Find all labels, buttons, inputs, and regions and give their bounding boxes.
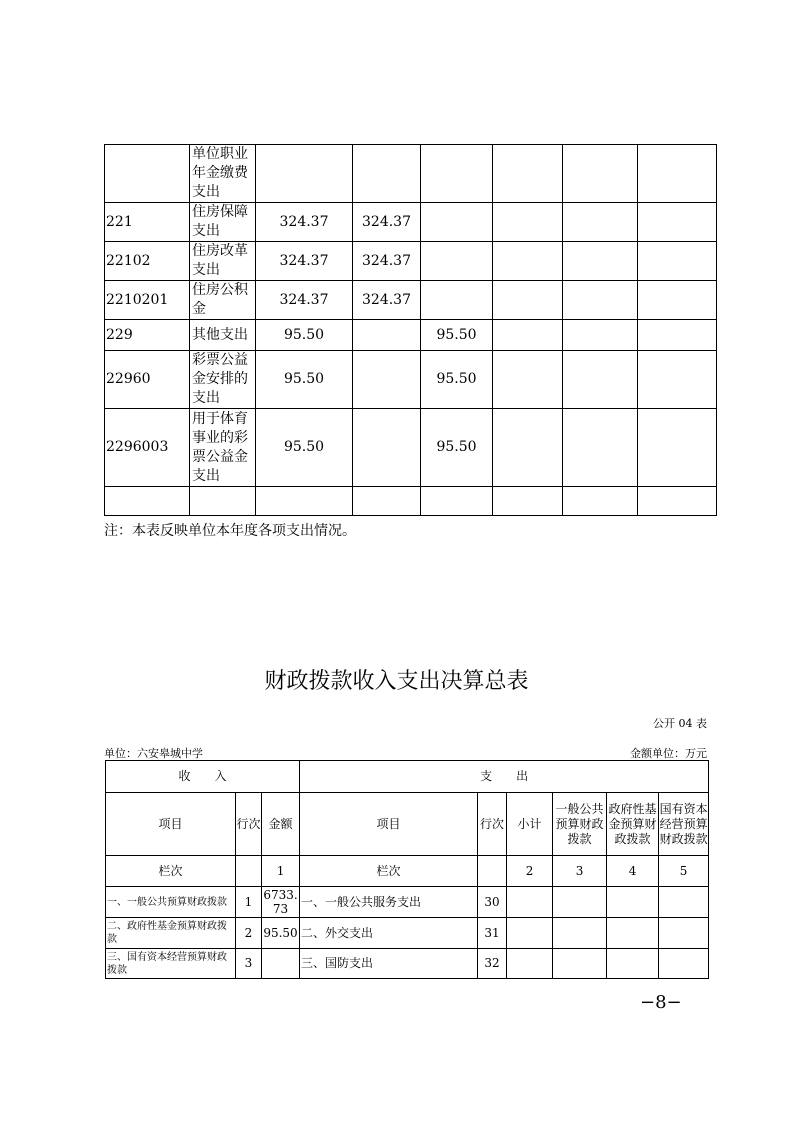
row-project: [421, 487, 493, 516]
income-row: 3: [236, 949, 262, 979]
row-name: 其他支出: [190, 320, 256, 351]
money-unit-label: 金额单位：万元: [630, 747, 707, 760]
table-row: [106, 918, 709, 949]
col-fund: 政府性基金预算财政拨款: [607, 793, 659, 856]
row-project: [421, 203, 493, 242]
table-row: [105, 145, 717, 203]
row-code: 229: [105, 320, 190, 351]
header-row: [106, 761, 709, 793]
row-code: [105, 145, 190, 203]
lanci-label2: 栏次: [300, 856, 478, 887]
col-item: 项目: [106, 793, 236, 856]
row-basic: [353, 320, 421, 351]
lanci-label: 栏次: [106, 856, 236, 887]
row-code: 221: [105, 203, 190, 242]
row-name: [190, 487, 256, 516]
row-project: 95.50: [421, 320, 493, 351]
table-row: [105, 351, 717, 409]
row-project: 95.50: [421, 409, 493, 487]
row-total: 324.37: [256, 203, 353, 242]
expense-row: 30: [478, 887, 507, 918]
expense-row: 31: [478, 918, 507, 949]
income-item: 二、政府性基金预算财政拨款: [106, 918, 236, 949]
expense-header: 支 出: [300, 761, 709, 793]
lanci-4: 4: [607, 856, 659, 887]
row-basic: 324.37: [353, 281, 421, 320]
row-name: 住房公积金: [190, 281, 256, 320]
lanci-row: [106, 856, 709, 887]
row-basic: [353, 351, 421, 409]
table-note: 注：本表反映单位本年度各项支出情况。: [104, 523, 356, 539]
row-basic: 324.37: [353, 242, 421, 281]
row-name: 单位职业年金缴费支出: [190, 145, 256, 203]
income-item: 三、国有资本经营预算财政拨款: [106, 949, 236, 979]
row-code: 22960: [105, 351, 190, 409]
expenditure-table: [104, 144, 717, 516]
income-header: 收 入: [106, 761, 300, 793]
table-row: [105, 409, 717, 487]
col-amount: 金额: [262, 793, 300, 856]
page-title: 财政拨款收入支出决算总表: [264, 669, 529, 694]
table-row: [105, 203, 717, 242]
row-project: [421, 242, 493, 281]
lanci-5: 5: [659, 856, 709, 887]
income-amount: [262, 949, 300, 979]
row-project: [421, 281, 493, 320]
col-row: 行次: [236, 793, 262, 856]
column-header-row: [106, 793, 709, 856]
lanci-1: 1: [262, 856, 300, 887]
col-item2: 项目: [300, 793, 478, 856]
row-project: 95.50: [421, 351, 493, 409]
row-total: 95.50: [256, 409, 353, 487]
table-row: [106, 949, 709, 979]
income-row: 2: [236, 918, 262, 949]
unit-label: 单位：六安皋城中学: [104, 747, 203, 760]
table-row: [106, 887, 709, 918]
row-basic: [353, 145, 421, 203]
row-name: 彩票公益金安排的支出: [190, 351, 256, 409]
row-basic: [353, 487, 421, 516]
row-code: 2296003: [105, 409, 190, 487]
expense-item: 二、外交支出: [300, 918, 478, 949]
expense-item: 三、国防支出: [300, 949, 478, 979]
row-code: 22102: [105, 242, 190, 281]
row-total: [256, 487, 353, 516]
row-code: [105, 487, 190, 516]
income-row: 1: [236, 887, 262, 918]
col-state: 国有资本经营预算财政拨款: [659, 793, 709, 856]
lanci-3: 3: [553, 856, 607, 887]
form-number: 公开 04 表: [653, 717, 707, 730]
row-code: 2210201: [105, 281, 190, 320]
income-item: 一、一般公共预算财政拨款: [106, 887, 236, 918]
row-name: 住房改革支出: [190, 242, 256, 281]
lanci-2: 2: [507, 856, 553, 887]
row-name: 住房保障支出: [190, 203, 256, 242]
row-total: 95.50: [256, 320, 353, 351]
col-general: 一般公共预算财政拨款: [553, 793, 607, 856]
table-row: [105, 242, 717, 281]
table-row: [105, 281, 717, 320]
row-name: 用于体育事业的彩票公益金支出: [190, 409, 256, 487]
col-subtotal: 小计: [507, 793, 553, 856]
row-basic: [353, 409, 421, 487]
income-amount: 95.50: [262, 918, 300, 949]
page-number: −8−: [640, 992, 682, 1013]
expense-item: 一、一般公共服务支出: [300, 887, 478, 918]
row-basic: 324.37: [353, 203, 421, 242]
row-total: 324.37: [256, 242, 353, 281]
row-total: [256, 145, 353, 203]
summary-table: [105, 760, 709, 979]
expense-row: 32: [478, 949, 507, 979]
table-row: [105, 487, 717, 516]
income-amount: 6733.73: [263, 888, 298, 916]
col-row2: 行次: [478, 793, 507, 856]
table-row: [105, 320, 717, 351]
row-project: [421, 145, 493, 203]
row-total: 95.50: [256, 351, 353, 409]
row-total: 324.37: [256, 281, 353, 320]
